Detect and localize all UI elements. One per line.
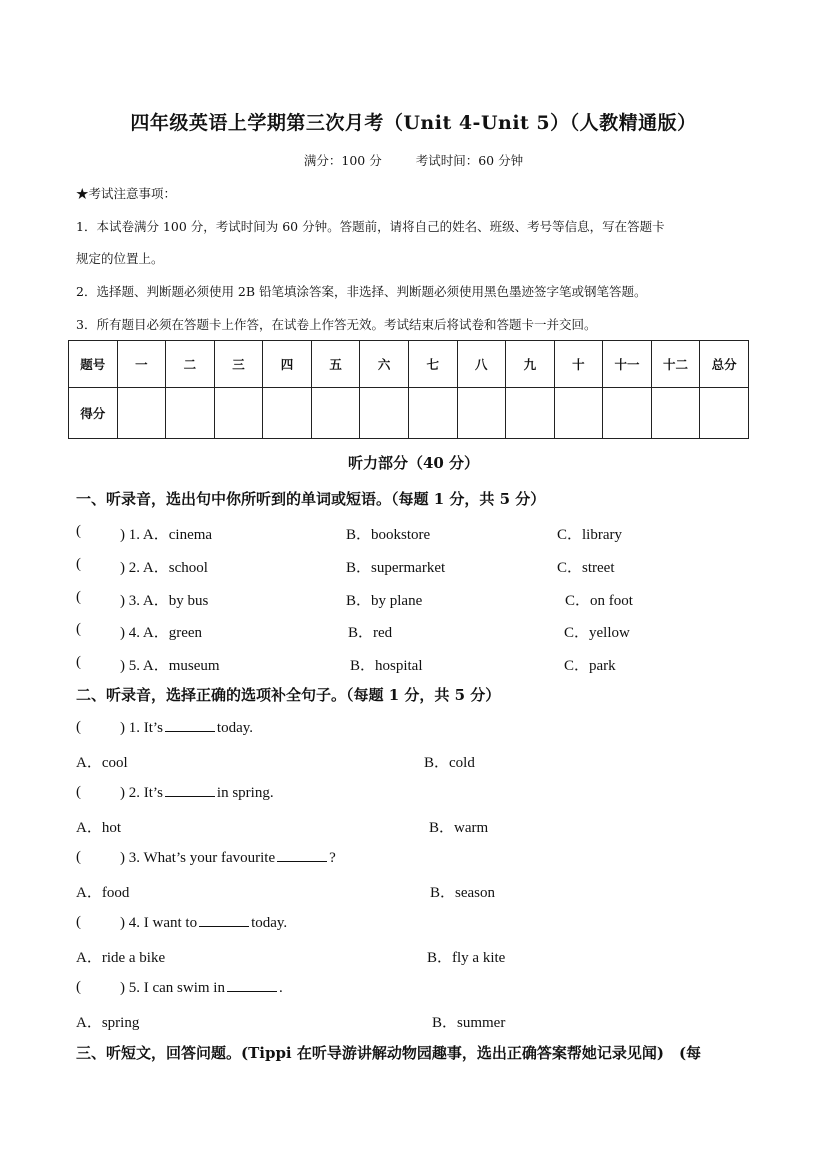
option-c: C．park <box>564 658 616 674</box>
header-cell: 十二 <box>651 341 700 388</box>
option-a: A．ride a bike <box>76 950 166 966</box>
score-table-header-row <box>69 341 749 388</box>
part1-heading: 一、听录音，选出句中你所听到的单词或短语。（每题 1 分，共 5 分） <box>76 490 546 508</box>
answer-blank <box>277 849 327 862</box>
answer-paren: ( <box>76 784 81 800</box>
question-stem <box>120 849 336 867</box>
answer-paren: ( <box>76 621 81 637</box>
note-line-3: 3．所有题目必须在答题卡上作答，在试卷上作答无效。考试结束后将试卷和答题卡一并交回。 <box>76 317 597 332</box>
question-option-a: ) 2. A．school <box>120 560 208 576</box>
header-cell: 题号 <box>69 341 118 388</box>
score-cell <box>166 388 215 439</box>
answer-paren: ( <box>76 719 81 735</box>
stem-end: today. <box>251 915 288 931</box>
full-score: 满分：100 分 <box>303 153 382 168</box>
question-stem <box>120 719 253 737</box>
stem-start: ) 2. It’s <box>120 785 163 801</box>
note-line-2: 2．选择题、判断题必须使用 2B 铅笔填涂答案，非选择、判断题必须使用黑色墨迹签字笔或钢笔答题。 <box>76 284 647 299</box>
answer-paren: ( <box>76 589 81 605</box>
stem-end: ? <box>329 850 336 866</box>
score-table <box>68 340 749 439</box>
option-a: A．cool <box>76 755 128 771</box>
header-cell: 五 <box>311 341 360 388</box>
answer-blank <box>165 719 215 732</box>
answer-paren: ( <box>76 849 81 865</box>
stem-start: ) 1. It’s <box>120 720 163 736</box>
score-cell <box>554 388 603 439</box>
stem-start: ) 4. I want to <box>120 915 198 931</box>
question-stem <box>120 784 274 802</box>
notes-header: ★考试注意事项： <box>76 186 177 201</box>
score-cell <box>651 388 700 439</box>
score-cell <box>360 388 409 439</box>
answer-paren: ( <box>76 914 81 930</box>
score-cell <box>311 388 360 439</box>
header-cell: 四 <box>263 341 312 388</box>
stem-end: . <box>278 980 283 996</box>
score-cell <box>457 388 506 439</box>
question-stem <box>120 979 283 997</box>
option-b: B．warm <box>429 820 489 836</box>
option-a: A．spring <box>76 1015 140 1031</box>
answer-blank <box>199 914 249 927</box>
option-b: B．supermarket <box>346 560 446 576</box>
stem-start: ) 3. What’s your favourite <box>120 850 276 866</box>
answer-blank <box>227 979 277 992</box>
option-b: B．cold <box>424 755 475 771</box>
question-option-a: ) 3. A．by bus <box>120 593 209 609</box>
header-cell: 二 <box>166 341 215 388</box>
option-b: B．by plane <box>346 593 423 609</box>
answer-paren: ( <box>76 556 81 572</box>
score-cell <box>117 388 166 439</box>
score-table-score-row <box>69 388 749 439</box>
answer-paren: ( <box>76 979 81 995</box>
option-c: C．on foot <box>565 593 633 609</box>
score-cell <box>700 388 749 439</box>
header-cell: 八 <box>457 341 506 388</box>
question-stem <box>120 914 287 932</box>
option-b: B．bookstore <box>346 527 431 543</box>
score-cell <box>214 388 263 439</box>
option-c: C．street <box>557 560 615 576</box>
score-cell <box>506 388 555 439</box>
header-cell: 一 <box>117 341 166 388</box>
answer-paren: ( <box>76 523 81 539</box>
header-cell: 九 <box>506 341 555 388</box>
header-cell: 十 <box>554 341 603 388</box>
listening-section-title: 听力部分（40 分） <box>347 454 480 472</box>
score-cell <box>408 388 457 439</box>
part3-heading: 三、听短文，回答问题。(Tippi 在听导游讲解动物园趣事，选出正确答案帮她记录见闻) (每 <box>76 1044 702 1062</box>
answer-blank <box>165 784 215 797</box>
header-cell: 六 <box>360 341 409 388</box>
header-cell: 三 <box>214 341 263 388</box>
stem-end: today. <box>216 720 254 736</box>
exam-info <box>0 151 827 169</box>
question-option-a: ) 5. A．museum <box>120 658 220 674</box>
option-c: C．yellow <box>564 625 630 641</box>
header-cell: 十一 <box>603 341 652 388</box>
option-b: B．fly a kite <box>427 950 506 966</box>
header-cell: 七 <box>408 341 457 388</box>
header-cell: 总分 <box>700 341 749 388</box>
score-cell <box>603 388 652 439</box>
option-b: B．hospital <box>350 658 423 674</box>
score-cell <box>263 388 312 439</box>
score-label-cell: 得分 <box>69 388 118 439</box>
option-c: C．library <box>557 527 622 543</box>
exam-time: 考试时间：60 分钟 <box>415 153 524 168</box>
part2-heading: 二、听录音，选择正确的选项补全句子。（每题 1 分，共 5 分） <box>76 686 501 704</box>
note-line-1a: 1．本试卷满分 100 分，考试时间为 60 分钟。答题前，请将自己的姓名、班级、考号等信息，写在答题卡 <box>76 219 665 234</box>
note-line-1b: 规定的位置上。 <box>76 251 164 266</box>
answer-paren: ( <box>76 654 81 670</box>
page-title: 四年级英语上学期第三次月考（Unit 4-Unit 5）（人教精通版） <box>130 112 697 134</box>
stem-start: ) 5. I can swim in <box>120 980 225 996</box>
stem-end: in spring. <box>216 785 274 801</box>
option-b: B．season <box>430 885 495 901</box>
option-b: B．red <box>348 625 393 641</box>
question-option-a: ) 4. A．green <box>120 625 203 641</box>
option-b: B．summer <box>432 1015 506 1031</box>
question-option-a: ) 1. A．cinema <box>120 527 213 543</box>
option-a: A．hot <box>76 820 122 836</box>
option-a: A．food <box>76 885 130 901</box>
